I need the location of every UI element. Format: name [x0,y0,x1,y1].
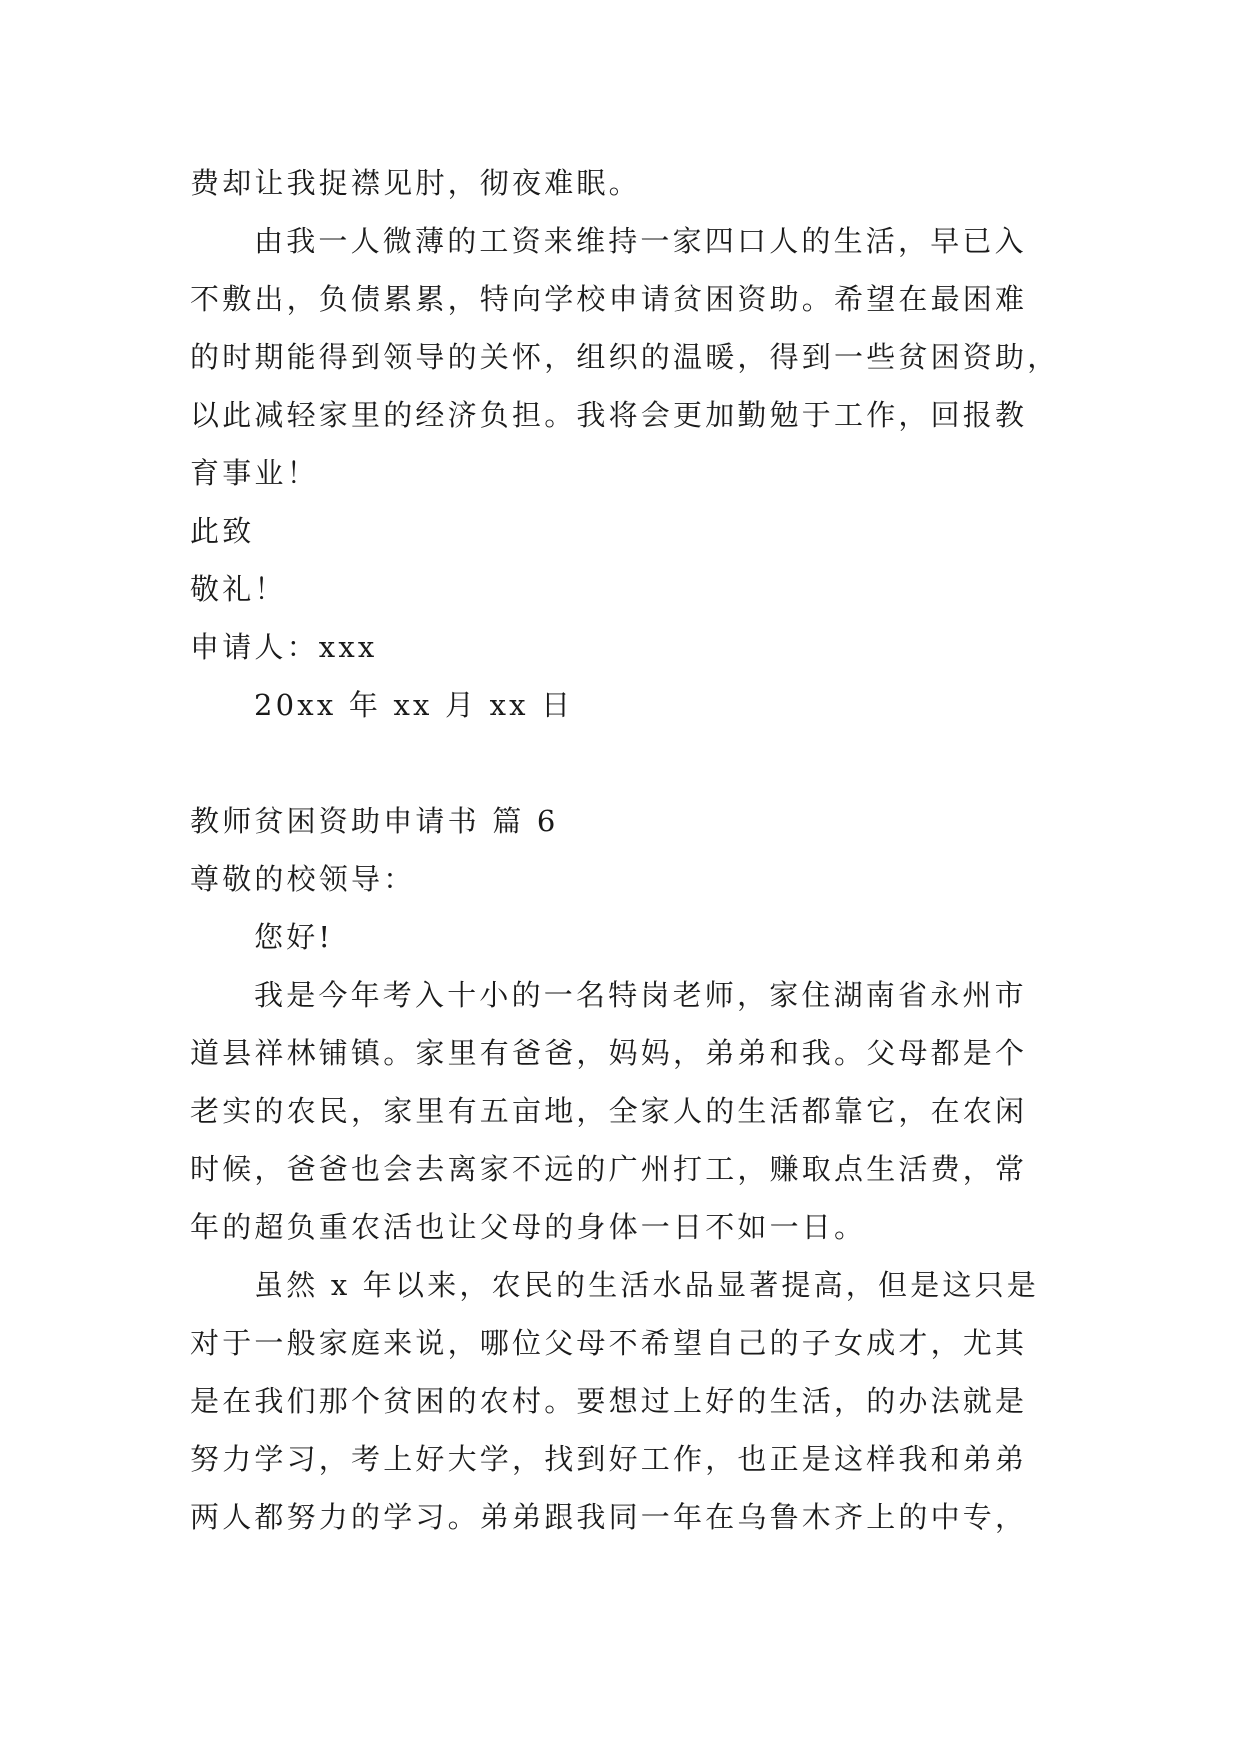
greeting-hello: 您好! [254,920,334,954]
text-line: 育事业！ [190,456,319,490]
applicant-signature: 申请人：xxx [190,630,378,664]
text-line: 道县祥林铺镇。家里有爸爸，妈妈，弟弟和我。父母都是个 [190,1036,1028,1070]
salutation-jingli: 敬礼！ [190,572,287,606]
letter-date: 20xx 年 xx 月 xx 日 [254,688,574,722]
text-line: 以此减轻家里的经济负担。我将会更加勤勉于工作，回报教 [190,398,1028,432]
text-line: 两人都努力的学习。弟弟跟我同一年在乌鲁木齐上的中专， [190,1500,1028,1534]
text-line: 的时期能得到领导的关怀，组织的温暖，得到一些贫困资助， [190,340,1060,374]
letter-6-block [190,792,1058,1546]
text-line: 不敷出，负债累累，特向学校申请贫困资助。希望在最困难 [190,282,1028,316]
greeting-recipient: 尊敬的校领导： [190,862,416,896]
text-line: 老实的农民，家里有五亩地，全家人的生活都靠它，在农闲 [190,1094,1028,1128]
text-line: 虽然 x 年以来，农民的生活水品显著提高，但是这只是 [254,1268,1039,1302]
text-line: 我是今年考入十小的一名特岗老师，家住湖南省永州市 [254,978,1027,1012]
text-line: 是在我们那个贫困的农村。要想过上好的生活，的办法就是 [190,1384,1028,1418]
text-line: 时候，爸爸也会去离家不远的广州打工，赚取点生活费，常 [190,1152,1028,1186]
letter-1-closing-block [190,154,1058,734]
salutation-cizhi: 此致 [190,514,255,548]
text-line: 年的超负重农活也让父母的身体一日不如一日。 [190,1210,867,1244]
section-title: 教师贫困资助申请书 篇 6 [190,804,559,838]
text-line: 由我一人微薄的工资来维持一家四口人的生活，早已入 [254,224,1027,258]
text-line: 努力学习，考上好大学，找到好工作，也正是这样我和弟弟 [190,1442,1028,1476]
text-line: 费却让我捉襟见肘，彻夜难眠。 [190,166,641,200]
text-line: 对于一般家庭来说，哪位父母不希望自己的子女成才，尤其 [190,1326,1028,1360]
